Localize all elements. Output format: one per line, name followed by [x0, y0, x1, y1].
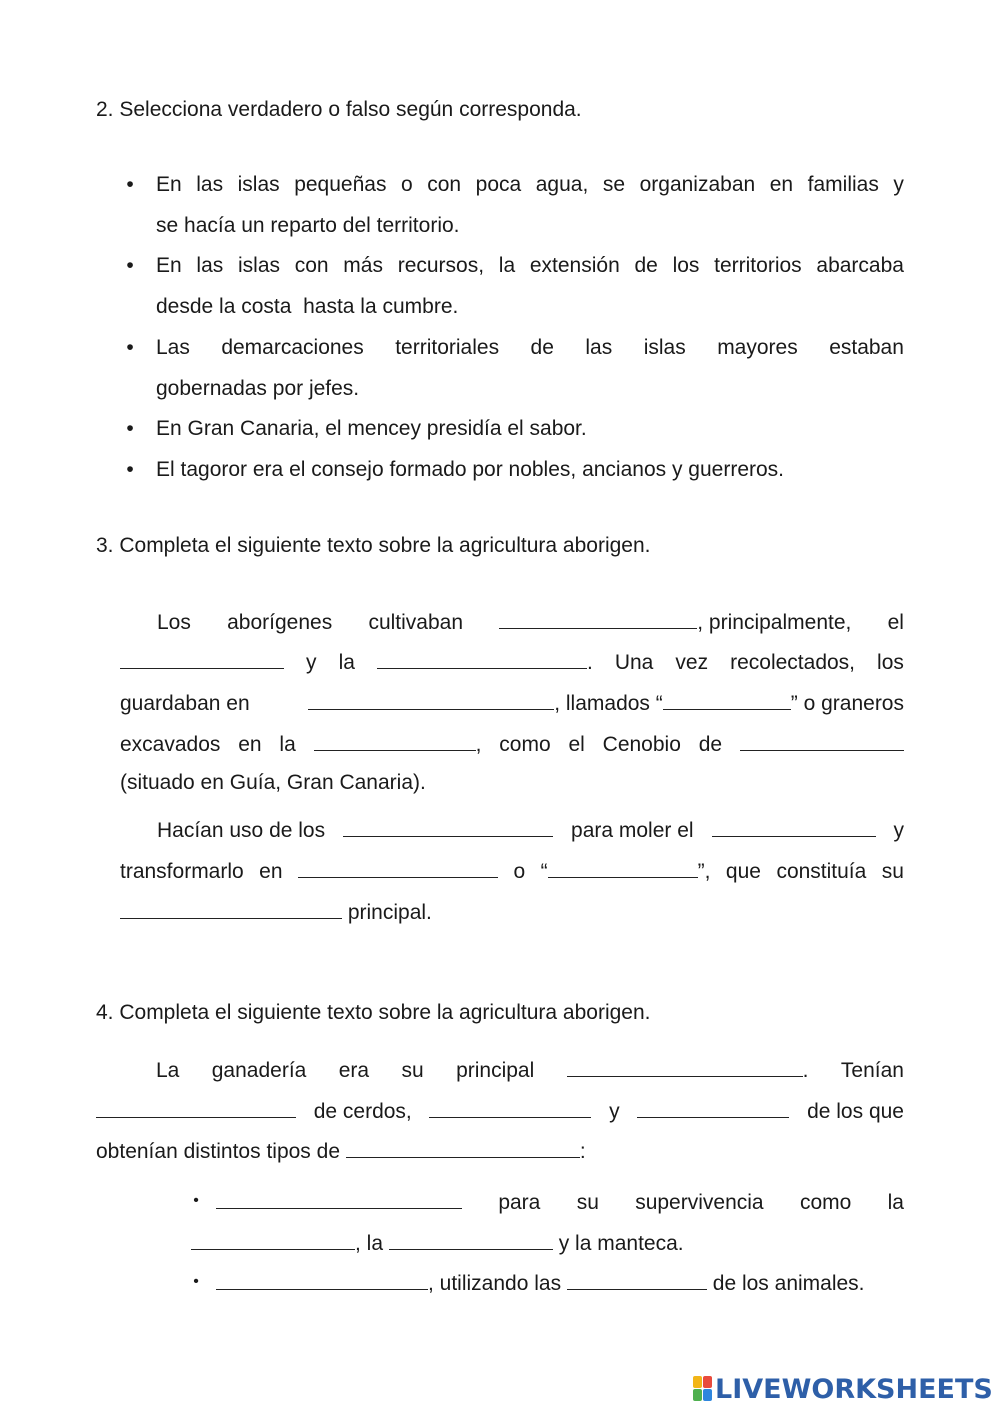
- blank-field[interactable]: [191, 1230, 355, 1250]
- word: como: [799, 1191, 852, 1214]
- s3-p2-line-1: [157, 817, 904, 843]
- word: islas: [237, 254, 280, 277]
- word: su: [401, 1059, 424, 1082]
- word: las: [196, 173, 224, 196]
- word: vez: [675, 651, 709, 674]
- word: cultivaban: [368, 611, 464, 634]
- blank-field[interactable]: [389, 1230, 553, 1250]
- word: mayores: [717, 336, 798, 359]
- statement-5: El tagoror era el consejo formado por nobles, ancianos y guerreros.: [156, 458, 785, 481]
- word: organizaban: [639, 173, 756, 196]
- word: “: [540, 860, 548, 883]
- blank-field[interactable]: [377, 649, 587, 669]
- word: la: [279, 733, 296, 756]
- word: para: [498, 1191, 541, 1214]
- word: ,: [475, 733, 482, 756]
- word: la: [498, 254, 516, 277]
- word: supervivencia: [635, 1191, 764, 1214]
- word: islas: [237, 173, 280, 196]
- statement-2-line-2: desde la costa hasta la cumbre.: [156, 295, 459, 318]
- word: de: [698, 733, 723, 756]
- blank-field[interactable]: [499, 609, 697, 629]
- word: la: [887, 1191, 904, 1214]
- word: territorios: [714, 254, 802, 277]
- word: con: [427, 173, 462, 196]
- liveworksheets-logo: [693, 1374, 993, 1404]
- blank-field[interactable]: [567, 1270, 707, 1290]
- s4-p1-line-2: [96, 1098, 904, 1124]
- word: ganadería: [211, 1059, 307, 1082]
- s3-p1-line-4: [120, 731, 904, 757]
- blank-field[interactable]: [548, 858, 698, 878]
- word: , utilizando las: [428, 1272, 562, 1295]
- word: ” o graneros: [790, 692, 904, 715]
- s3-p1-line-1: [157, 609, 904, 635]
- s4-item-1-line-2: [191, 1230, 684, 1256]
- bullet: •: [193, 1192, 199, 1209]
- word: y: [893, 173, 904, 196]
- word: de: [530, 336, 554, 359]
- blank-field[interactable]: [120, 649, 284, 669]
- word: y: [893, 819, 904, 842]
- logo-text: LIVEWORKSHEETS: [715, 1373, 993, 1405]
- word: y: [609, 1100, 620, 1123]
- word: principal.: [347, 901, 432, 924]
- bullet: •: [126, 336, 134, 359]
- word: En: [156, 173, 182, 196]
- blank-field[interactable]: [314, 731, 476, 751]
- bullet: •: [126, 458, 134, 481]
- word: poca: [475, 173, 522, 196]
- blank-field[interactable]: [96, 1098, 296, 1118]
- s4-item-2-line-1: [216, 1270, 865, 1296]
- s4-p1-line-1: [156, 1057, 904, 1083]
- statement-1-line-1: [156, 173, 904, 197]
- logo-mark-icon: [693, 1376, 713, 1402]
- blank-field[interactable]: [740, 731, 904, 751]
- blank-field[interactable]: [712, 817, 876, 837]
- blank-field[interactable]: [308, 690, 554, 710]
- word: o: [401, 173, 413, 196]
- word: guardaban en: [120, 692, 250, 715]
- blank-field[interactable]: [429, 1098, 591, 1118]
- word: para moler el: [571, 819, 694, 842]
- statement-1-line-2: se hacía un reparto del territorio.: [156, 214, 460, 237]
- word: pequeñas: [294, 173, 387, 196]
- word: las: [585, 336, 613, 359]
- word: más: [343, 254, 383, 277]
- statement-3-line-2: gobernadas por jefes.: [156, 377, 360, 400]
- blank-field[interactable]: [298, 858, 498, 878]
- word: obtenían distintos tipos de: [96, 1140, 341, 1163]
- blank-field[interactable]: [343, 817, 553, 837]
- word: el: [568, 733, 585, 756]
- word: su: [576, 1191, 599, 1214]
- word: Las: [156, 336, 190, 359]
- word: aborígenes: [227, 611, 333, 634]
- word: recolectados,: [730, 651, 856, 674]
- word: .: [802, 1059, 809, 1082]
- word: , principalmente,: [697, 611, 852, 634]
- word: que: [725, 860, 761, 883]
- word: los: [672, 254, 700, 277]
- bullet: •: [126, 254, 134, 277]
- word: como: [499, 733, 551, 756]
- blank-field[interactable]: [567, 1057, 803, 1077]
- section-2-heading: 2. Selecciona verdadero o falso según corresponda.: [96, 98, 582, 121]
- word: .: [586, 651, 593, 674]
- s4-p1-line-3: [96, 1138, 586, 1164]
- word: territoriales: [395, 336, 500, 359]
- word: recursos,: [397, 254, 485, 277]
- word: La: [156, 1059, 180, 1082]
- word: Cenobio: [602, 733, 681, 756]
- word: en: [769, 173, 794, 196]
- word: ”,: [697, 860, 711, 883]
- word: la: [338, 651, 355, 674]
- statement-4: En Gran Canaria, el mencey presidía el sabor.: [156, 417, 587, 440]
- word: :: [579, 1140, 586, 1163]
- s3-p2-line-2: [120, 858, 904, 884]
- word: su: [881, 860, 904, 883]
- word: abarcaba: [816, 254, 904, 277]
- word: familias: [807, 173, 879, 196]
- word: , llamados “: [554, 692, 663, 715]
- word: extensión: [529, 254, 620, 277]
- word: Tenían: [840, 1059, 904, 1082]
- word: agua,: [535, 173, 589, 196]
- word: estaban: [829, 336, 904, 359]
- word: o: [513, 860, 526, 883]
- word: principal: [456, 1059, 535, 1082]
- word: de: [634, 254, 658, 277]
- bullet: •: [193, 1273, 199, 1290]
- bullet: •: [126, 173, 134, 196]
- blank-field[interactable]: [120, 899, 342, 919]
- word: era: [338, 1059, 370, 1082]
- word: demarcaciones: [221, 336, 364, 359]
- word: excavados: [120, 733, 221, 756]
- word: de cerdos,: [313, 1100, 412, 1123]
- s3-p2-line-3: [120, 899, 432, 925]
- word: , la: [355, 1232, 384, 1255]
- blank-field[interactable]: [346, 1138, 580, 1158]
- word: Hacían uso de los: [157, 819, 326, 842]
- s3-p1-line-3: [120, 690, 904, 716]
- word: los: [877, 651, 904, 674]
- word: de los que: [807, 1100, 904, 1123]
- statement-2-line-1: [156, 254, 904, 278]
- word: de los animales.: [712, 1272, 865, 1295]
- word: Los: [157, 611, 191, 634]
- blank-field[interactable]: [663, 690, 791, 710]
- word: en: [238, 733, 262, 756]
- bullet: •: [126, 417, 134, 440]
- blank-field[interactable]: [637, 1098, 789, 1118]
- word: y: [306, 651, 317, 674]
- blank-field[interactable]: [216, 1189, 462, 1209]
- word: el: [887, 611, 904, 634]
- statement-3-line-1: [156, 336, 904, 360]
- word: islas: [643, 336, 686, 359]
- word: las: [196, 254, 224, 277]
- s3-p1-line-5: (situado en Guía, Gran Canaria).: [120, 771, 426, 794]
- word: transformarlo: [120, 860, 244, 883]
- word: Una: [614, 651, 654, 674]
- section-3-heading: 3. Completa el siguiente texto sobre la agricultura aborigen.: [96, 534, 651, 557]
- word: en: [259, 860, 283, 883]
- word: con: [294, 254, 329, 277]
- s4-item-1-line-1: [216, 1189, 904, 1215]
- word: y la manteca.: [558, 1232, 684, 1255]
- blank-field[interactable]: [216, 1270, 428, 1290]
- word: constituía: [776, 860, 867, 883]
- s3-p1-line-2: [120, 649, 904, 675]
- word: se: [602, 173, 626, 196]
- section-4-heading: 4. Completa el siguiente texto sobre la agricultura aborigen.: [96, 1001, 651, 1024]
- word: En: [156, 254, 182, 277]
